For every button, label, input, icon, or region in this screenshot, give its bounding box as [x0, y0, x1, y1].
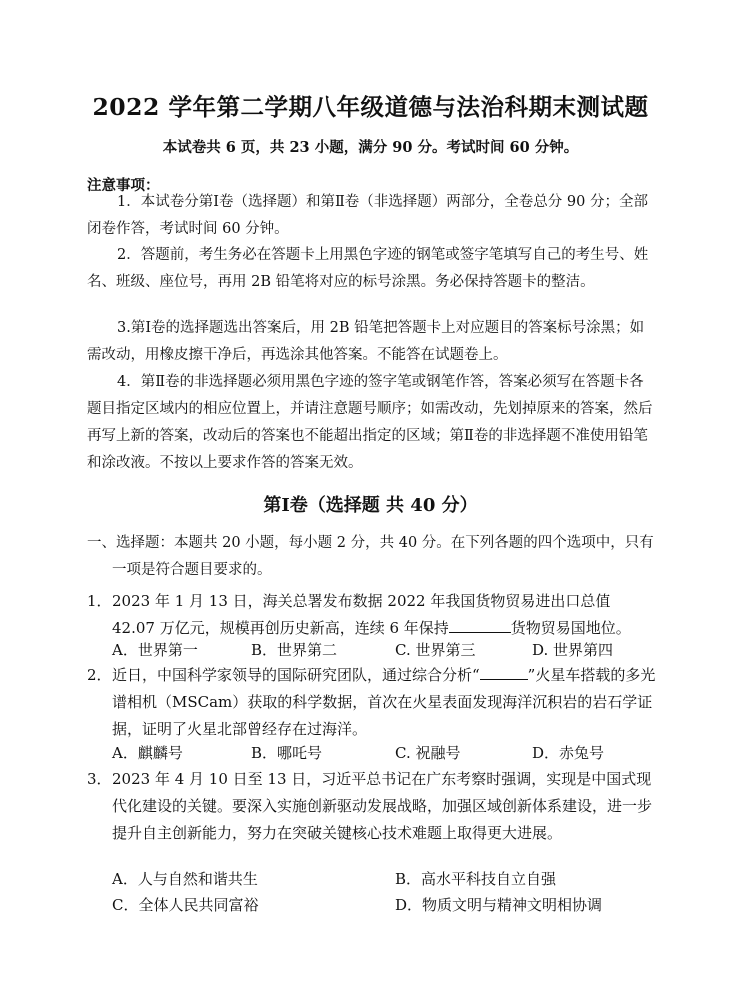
- option-c: C．全体人民共同富裕: [112, 896, 259, 914]
- option-d: D．赤兔号: [532, 744, 605, 762]
- question-text: 2023 年 4 月 10 日至 13 日，习近平总书记在广东考察时强调，实现是中国式现代化建设的关键。要深入实施创新驱动发展战略，加强区域创新体系建设，进一步提升自主创新能力，努力在突破关键核心技术难题上取得更大进展。: [112, 770, 653, 842]
- question-1: [87, 588, 657, 642]
- question-1-options: [112, 637, 657, 664]
- option-c: C. 祝融号: [395, 744, 461, 762]
- option-b: B．世界第二: [251, 641, 338, 659]
- question-2: [87, 662, 657, 743]
- answer-blank: [480, 665, 528, 680]
- page-title: 2022 学年第二学期八年级道德与法治科期末测试题: [92, 93, 649, 121]
- option-b: B．高水平科技自立自强: [395, 870, 557, 888]
- question-3-options-row-2: [112, 892, 657, 919]
- note-item-4: 4．第Ⅱ卷的非选择题必须用黑色字迹的签字笔或钢笔作答，答案必须写在答题卡各题目指定区域内的相应位置上，并请注意题号顺序；如需改动，先划掉原来的答案，然后再写上新的答案，改动后的答案也不能超出指定的区域；第Ⅱ卷的非选择题不准使用铅笔和涂改液。不按以上要求作答的答案无效。: [87, 374, 653, 471]
- section-title: 第Ⅰ卷（选择题 共 40 分）: [263, 495, 478, 516]
- option-a: A．麒麟号: [112, 744, 183, 762]
- option-a: A．人与自然和谐共生: [112, 870, 258, 888]
- question-3: [87, 766, 657, 847]
- option-a: A．世界第一: [112, 641, 198, 659]
- note-item-2: 2．答题前，考生务必在答题卡上用黑色字迹的钢笔或签字笔填写自己的考生号、姓名、班级、座位号，再用 2B 铅笔将对应的标号涂黑。务必保持答题卡的整洁。: [87, 247, 649, 290]
- question-3-options-row-1: [112, 866, 657, 893]
- answer-blank: [449, 618, 511, 633]
- option-c: C. 世界第三: [395, 641, 476, 659]
- note-item-3: 3.第Ⅰ卷的选择题选出答案后，用 2B 铅笔把答题卡上对应题目的答案标号涂黑；如需改动，用橡皮擦干净后，再选涂其他答案。不能答在试题卷上。: [87, 320, 645, 363]
- section-instructions: 一、选择题：本题共 20 小题，每小题 2 分，共 40 分。在下列各题的四个选项中，只有一项是符合题目要求的。: [87, 535, 654, 578]
- question-number: 3．: [87, 770, 112, 788]
- option-b: B．哪吒号: [251, 744, 323, 762]
- notes-heading: 注意事项：: [87, 177, 160, 194]
- exam-summary: 本试卷共 6 页，共 23 小题，满分 90 分。考试时间 60 分钟。: [162, 139, 579, 156]
- question-number: 2．: [87, 666, 112, 684]
- question-2-options: [112, 740, 657, 767]
- question-number: 1．: [87, 592, 112, 610]
- note-item-1: 1．本试卷分第Ⅰ卷（选择题）和第Ⅱ卷（非选择题）两部分，全卷总分 90 分；全部闭卷作答，考试时间 60 分钟。: [87, 194, 648, 237]
- option-d: D．物质文明与精神文明相协调: [395, 896, 603, 914]
- question-text: 近日，中国科学家领导的国际研究团队，通过综合分析“ ”火星车搭载的多光谱相机（MSCam）获取的科学数据，首次在火星表面发现海洋沉积岩的岩石学证据，证明了火星北部曾经存在过海洋。: [112, 666, 656, 738]
- question-text: 2023 年 1 月 13 日，海关总署发布数据 2022 年我国货物贸易进出口总值 42.07 万亿元，规模再创历史新高，连续 6 年保持 货物贸易国地位。: [112, 592, 631, 637]
- option-d: D. 世界第四: [532, 641, 614, 659]
